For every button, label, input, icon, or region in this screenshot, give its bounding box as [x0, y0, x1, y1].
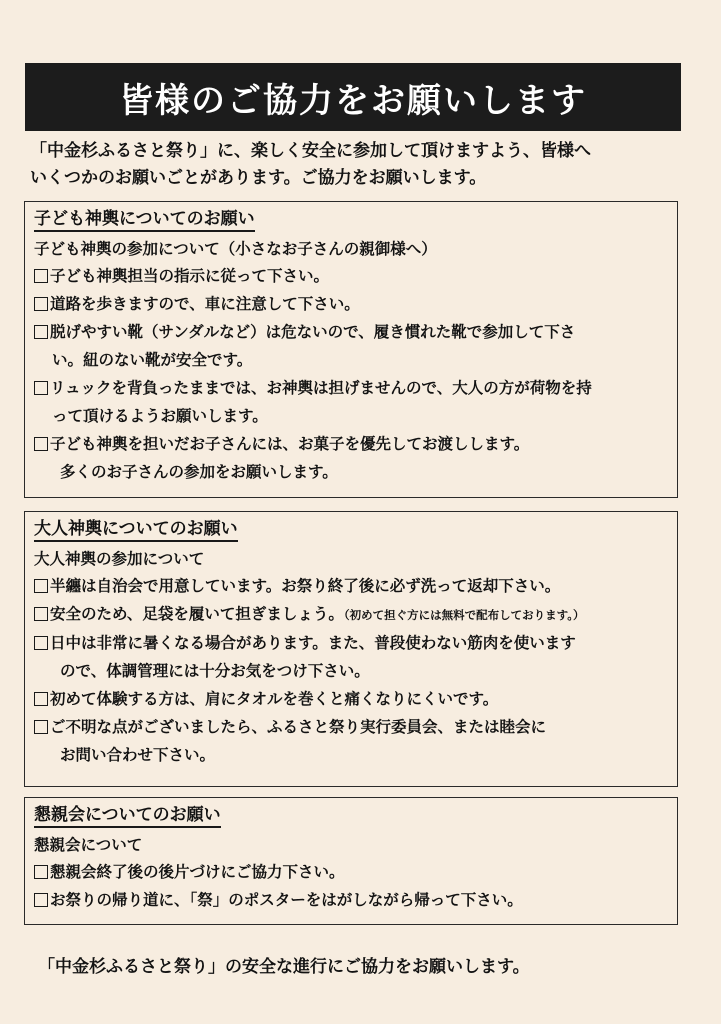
checkbox-icon [34, 269, 48, 283]
item-text-continuation: って頂けるようお願いします。 [52, 407, 268, 425]
section-title: 懇親会についてのお願い [34, 804, 221, 828]
item-text-continuation: お問い合わせ下さい。 [60, 746, 216, 764]
section-subtitle: 懇親会について [34, 836, 143, 854]
adult-mikoshi-section [24, 511, 678, 787]
item-text-continuation: ので、体調管理には十分お気をつけ下さい。 [60, 662, 370, 680]
title-banner [25, 63, 681, 131]
intro-line: いくつかのお願いごとがあります。ご協力をお願いします。 [30, 168, 487, 188]
item-text-continuation: 多くのお子さんの参加をお願いします。 [60, 463, 338, 481]
item-note: （初めて担ぐ方には無料で配布しております。） [343, 608, 585, 622]
checklist-item [34, 600, 669, 629]
checkbox-icon [34, 692, 48, 706]
checklist-item [34, 430, 669, 486]
section-title: 大人神輿についてのお願い [34, 518, 238, 542]
item-text: 初めて体験する方は、肩にタオルを巻くと痛くなりにくいです。 [50, 690, 499, 708]
checkbox-icon [34, 579, 48, 593]
page-title: 皆様のご協力をお願いします [119, 80, 587, 121]
section-title: 子ども神輿についてのお願い [34, 208, 255, 232]
kids-mikoshi-section [24, 201, 678, 498]
item-text: お祭りの帰り道に、「祭」のポスターをはがしながら帰って下さい。 [50, 891, 523, 909]
item-text: 子ども神輿を担いだお子さんには、お菓子を優先してお渡しします。 [50, 435, 530, 453]
section-subtitle: 子ども神輿の参加について（小さなお子さんの親御様へ） [34, 240, 437, 258]
item-text-continuation: い。紐のない靴が安全です。 [52, 351, 253, 369]
checklist-item [34, 886, 669, 914]
checklist-item [34, 262, 669, 290]
item-text: 道路を歩きますので、車に注意して下さい。 [50, 295, 360, 313]
intro-line: 「中金杉ふるさと祭り」に、楽しく安全に参加して頂けますよう、皆様へ [30, 141, 591, 161]
checklist-item [34, 858, 669, 886]
item-text: リュックを背負ったままでは、お神輿は担げませんので、大人の方が荷物を持 [50, 379, 592, 397]
checkbox-icon [34, 325, 48, 339]
item-text: ご不明な点がございましたら、ふるさと祭り実行委員会、または睦会に [50, 718, 547, 736]
checklist-item [34, 572, 669, 600]
checkbox-icon [34, 607, 48, 621]
checkbox-icon [34, 381, 48, 395]
checkbox-icon [34, 437, 48, 451]
item-text: 子ども神輿担当の指示に従って下さい。 [50, 267, 330, 285]
item-text: 安全のため、足袋を履いて担ぎましょう。 [50, 605, 344, 623]
checkbox-icon [34, 297, 48, 311]
item-text: 懇親会終了後の後片づけにご協力下さい。 [50, 863, 345, 881]
checklist-item [34, 318, 669, 374]
checklist-item [34, 290, 669, 318]
social-gathering-section [24, 797, 678, 925]
checkbox-icon [34, 865, 48, 879]
section-subtitle: 大人神輿の参加について [34, 550, 205, 568]
closing-message: 「中金杉ふるさと祭り」の安全な進行にご協力をお願いします。 [38, 957, 530, 977]
item-text: 半纏は自治会で用意しています。お祭り終了後に必ず洗って返却下さい。 [50, 577, 561, 595]
checklist-item [34, 629, 669, 685]
checklist-item [34, 374, 669, 430]
checkbox-icon [34, 636, 48, 650]
checkbox-icon [34, 893, 48, 907]
item-text: 脱げやすい靴（サンダルなど）は危ないので、履き慣れた靴で参加して下さ [50, 323, 576, 341]
intro-text [30, 138, 690, 192]
item-text: 日中は非常に暑くなる場合があります。また、普段使わない筋肉を使います [50, 634, 576, 652]
checklist-item [34, 713, 669, 769]
checklist-item [34, 685, 669, 713]
checkbox-icon [34, 720, 48, 734]
